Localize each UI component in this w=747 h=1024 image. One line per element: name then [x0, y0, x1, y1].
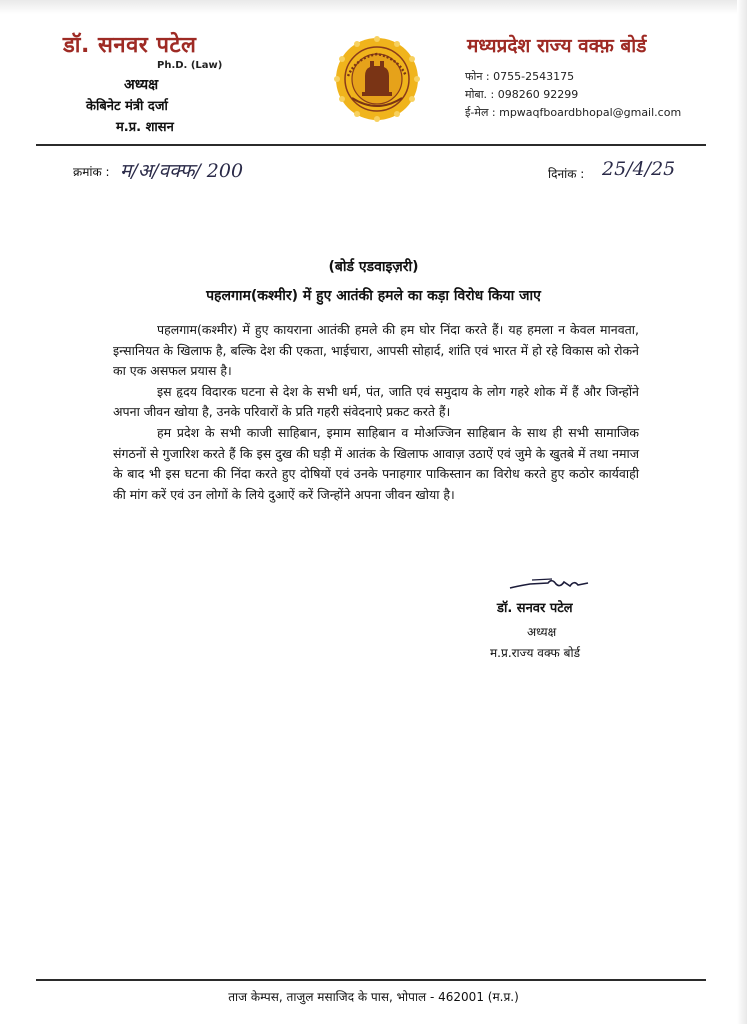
chairman-qualification: Ph.D. (Law): [157, 60, 223, 71]
board-title: मध्यप्रदेश राज्य वक्फ़ बोर्ड: [467, 35, 647, 57]
letter-body: [113, 320, 639, 505]
state-emblem-icon: [334, 36, 420, 122]
cabinet-rank: केबिनेट मंत्री दर्जा: [86, 99, 168, 114]
scan-shadow-top: [0, 0, 747, 14]
footer-address: ताज केम्पस, ताजुल मसाजिद के पास, भोपाल - 462001 (म.प्र.): [228, 990, 519, 1004]
board-email: ई-मेल : mpwaqfboardbhopal@gmail.com: [465, 106, 682, 119]
signatory-organization: म.प्र.राज्य वक्फ बोर्ड: [490, 646, 581, 660]
body-paragraph-1: पहलगाम(कश्मीर) में हुए कायराना आतंकी हमले की हम घोर निंदा करते हैं। यह हमला न केवल मानवता, इन्सानियत के खिलाफ है, बल्कि देश की एकता, भाईचारा, आपसी सोहार्द, शांति एवं भारत में हो रहे विकास को रोकने का एक असफल प्रयास है।: [113, 322, 639, 379]
reference-number-value: म/अ/वक्फ/ 200: [120, 160, 244, 182]
date-value: 25/4/25: [602, 158, 676, 180]
date-label: दिनांक :: [548, 167, 585, 181]
scan-shadow-right: [737, 0, 747, 1024]
handwritten-signature: [508, 574, 592, 596]
government-label: म.प्र. शासन: [116, 120, 174, 135]
board-phone: फोन : 0755-2543175: [465, 70, 575, 83]
footer-divider: [36, 979, 706, 981]
chairman-designation: अध्यक्ष: [124, 77, 159, 93]
letter-subject: पहलगाम(कश्मीर) में हुए आतंकी हमले का कड़ा विरोध किया जाए: [206, 288, 541, 304]
advisory-label: (बोर्ड एडवाइज़री): [328, 259, 419, 275]
signatory-name: डॉ. सनवर पटेल: [497, 601, 573, 616]
signatory-designation: अध्यक्ष: [527, 625, 557, 639]
board-mobile: मोबा. : 098260 92299: [465, 88, 579, 101]
header-divider: [36, 144, 706, 146]
body-paragraph-2: इस हृदय विदारक घटना से देश के सभी धर्म, पंत, जाति एवं समुदाय के लोग गहरे शोक में हैं और जिन्होंने अपना जीवन खोया है, उनके परिवारों के प्रति गहरी संवेदनाऐ प्रकट करते हैं।: [113, 383, 639, 420]
reference-number-label: क्रमांक :: [73, 165, 110, 179]
chairman-name: डॉ. सनवर पटेल: [63, 33, 197, 58]
body-paragraph-3: हम प्रदेश के सभी काजी साहिबान, इमाम साहिबान व मोअज्जिन साहिबान के साथ ही सभी सामाजिक संगठनों से गुजारिश करते हैं कि इस दुख की घड़ी में आतंक के खिलाफ आवाज़ उठाऐं एवं जुमे के खुतबे में तथा नमाज के बाद भी इस घटना की निंदा करते हुए दोषियों एवं उनके पनाहगार पाकिस्तान का विरोध करते हुए कठोर कार्यवाही की मांग करें एवं उन लोगों के लिये दुआऐं करें जिन्होंने अपना जीवन खोया है।: [113, 424, 639, 502]
